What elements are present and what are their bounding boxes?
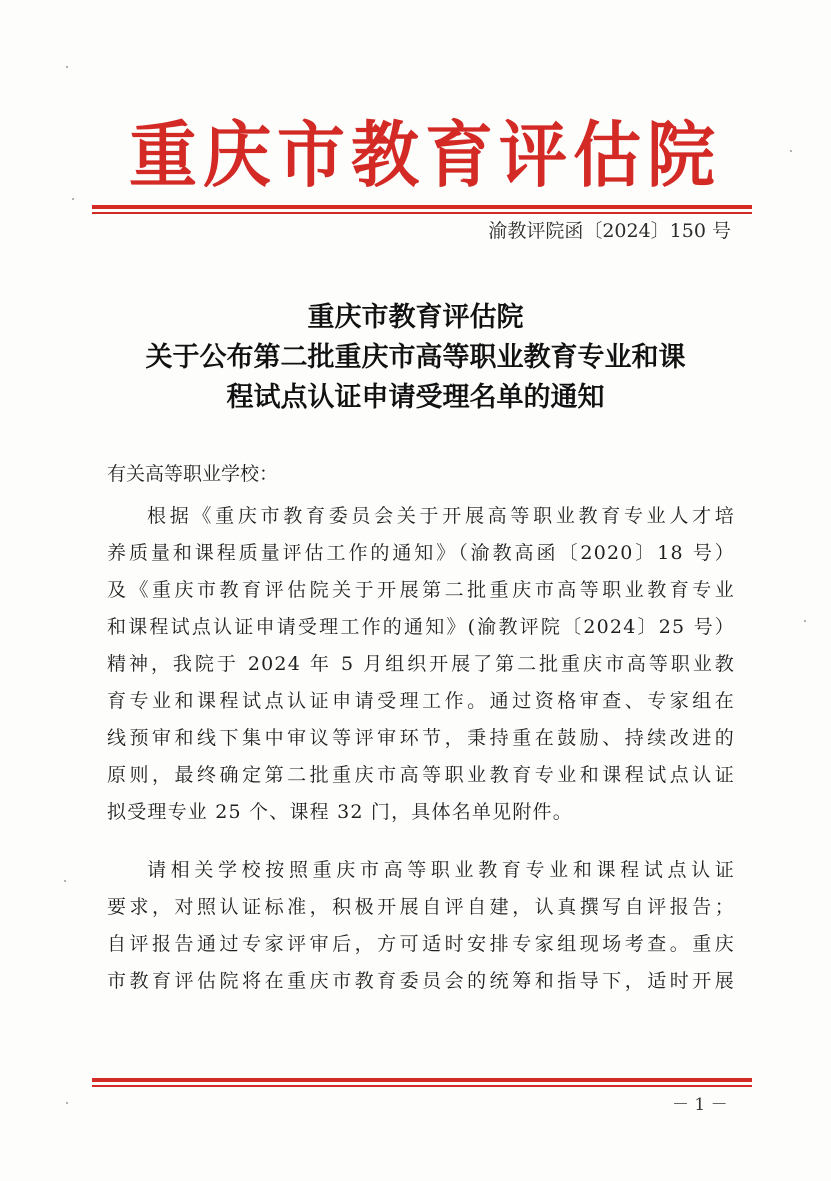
page-number: － 1 － — [672, 1095, 728, 1115]
header-red-rule-thick — [92, 205, 752, 209]
scan-speck — [66, 66, 68, 68]
notice-title-line-2: 关于公布第二批重庆市高等职业教育专业和课 — [145, 342, 686, 373]
body-paragraph-2 — [107, 852, 735, 1000]
paragraph-line: 原则，最终确定第二批重庆市高等职业教育专业和课程试点认证 — [107, 764, 735, 786]
paragraph-line: 及《重庆市教育评估院关于开展第二批重庆市高等职业教育专业 — [107, 579, 735, 601]
scan-speck — [804, 620, 806, 622]
notice-title-line-3: 程试点认证申请受理名单的通知 — [226, 382, 605, 413]
paragraph-line: 精神，我院于 2024 年 5 月组织开展了第二批重庆市高等职业教 — [107, 653, 735, 675]
footer-red-rule-thin — [92, 1085, 752, 1087]
scan-speck — [72, 198, 74, 200]
body-paragraph-1 — [107, 498, 735, 831]
salutation: 有关高等职业学校： — [107, 463, 279, 485]
paragraph-line: 自评报告通过专家评审后，方可适时安排专家组现场考查。重庆 — [107, 933, 735, 955]
paragraph-line: 市教育评估院将在重庆市教育委员会的统筹和指导下，适时开展 — [107, 970, 735, 992]
paragraph-line: 拟受理专业 25 个、课程 32 门，具体名单见附件。 — [107, 801, 573, 823]
header-red-rule-thin — [92, 212, 752, 214]
paragraph-line: 要求，对照认证标准，积极开展自评自建，认真撰写自评报告； — [107, 896, 735, 918]
paragraph-line: 养质量和课程质量评估工作的通知》（渝教高函〔2020〕18 号） — [107, 542, 735, 564]
notice-title-line-1: 重庆市教育评估院 — [307, 302, 524, 333]
paragraph-line: 请相关学校按照重庆市高等职业教育专业和课程试点认证 — [147, 859, 735, 881]
paragraph-line: 线预审和线下集中审议等评审环节，秉持重在鼓励、持续改进的 — [107, 727, 735, 749]
scan-speck — [790, 150, 792, 152]
paragraph-line: 根据《重庆市教育委员会关于开展高等职业教育专业人才培 — [147, 505, 735, 527]
document-number: 渝教评院函〔2024〕150 号 — [488, 220, 731, 242]
paragraph-line: 和课程试点认证申请受理工作的通知》(渝教评院〔2024〕25 号） — [107, 616, 735, 638]
paragraph-line: 育专业和课程试点认证申请受理工作。通过资格审查、专家组在 — [107, 690, 735, 712]
scan-speck — [66, 1102, 68, 1104]
letterhead-title: 重庆市教育评估院 — [128, 115, 721, 198]
footer-red-rule-thick — [92, 1078, 752, 1082]
scan-speck — [64, 880, 66, 882]
